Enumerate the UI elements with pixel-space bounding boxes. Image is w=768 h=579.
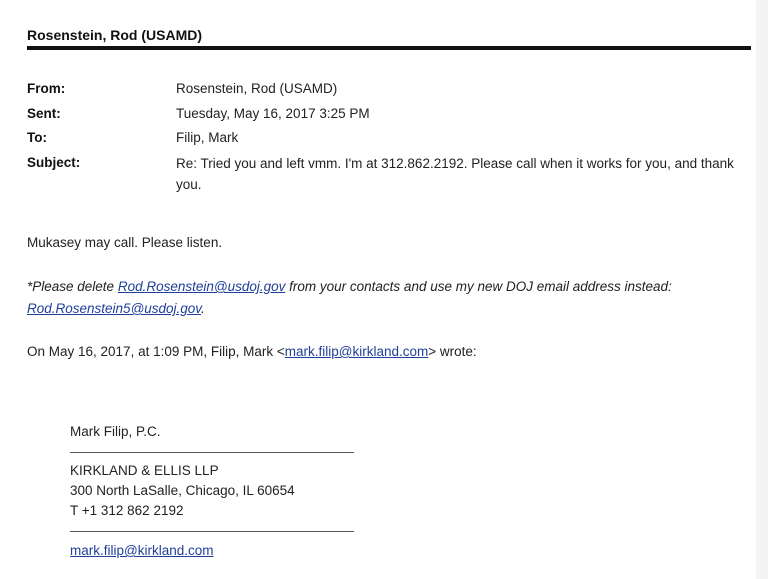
document-title: Rosenstein, Rod (USAMD) bbox=[27, 27, 202, 43]
to-label: To: bbox=[27, 130, 47, 145]
sender-email-link[interactable]: mark.filip@kirkland.com bbox=[284, 344, 429, 359]
from-value: Rosenstein, Rod (USAMD) bbox=[176, 81, 338, 96]
signature-firm: KIRKLAND & ELLIS LLP bbox=[70, 463, 219, 478]
subject-label: Subject: bbox=[27, 155, 81, 170]
subject-value: Re: Tried you and left vmm. I'm at 312.862.2192. Please call when it works for you, and thank you. bbox=[176, 156, 734, 192]
page-edge bbox=[756, 0, 768, 579]
to-value: Filip, Mark bbox=[176, 130, 239, 145]
notice-prefix: *Please delete bbox=[27, 279, 118, 294]
signature-email-link[interactable]: mark.filip@kirkland.com bbox=[70, 543, 214, 558]
notice-middle: from your contacts and use my new DOJ email address instead: bbox=[285, 279, 672, 294]
old-email-link[interactable]: Rod.Rosenstein@usdoj.gov bbox=[117, 279, 286, 294]
signature-address: 300 North LaSalle, Chicago, IL 60654 bbox=[70, 483, 295, 498]
notice-suffix: . bbox=[201, 301, 205, 316]
sent-label: Sent: bbox=[27, 106, 61, 121]
signature-divider-bottom bbox=[70, 531, 354, 532]
from-label: From: bbox=[27, 81, 66, 96]
quote-prefix: On May 16, 2017, at 1:09 PM, Filip, Mark < bbox=[27, 344, 285, 359]
title-divider bbox=[27, 46, 751, 50]
new-email-link[interactable]: Rod.Rosenstein5@usdoj.gov bbox=[27, 301, 202, 316]
email-change-notice bbox=[27, 276, 727, 320]
message-text: Mukasey may call. Please listen. bbox=[27, 235, 223, 250]
signature-phone: T +1 312 862 2192 bbox=[70, 503, 184, 518]
signature-divider-top bbox=[70, 452, 354, 453]
sent-value: Tuesday, May 16, 2017 3:25 PM bbox=[176, 106, 370, 121]
signature-name: Mark Filip, P.C. bbox=[70, 424, 161, 439]
signature-email bbox=[70, 541, 213, 561]
quote-suffix: > wrote: bbox=[428, 344, 477, 359]
quoted-header bbox=[27, 342, 747, 362]
